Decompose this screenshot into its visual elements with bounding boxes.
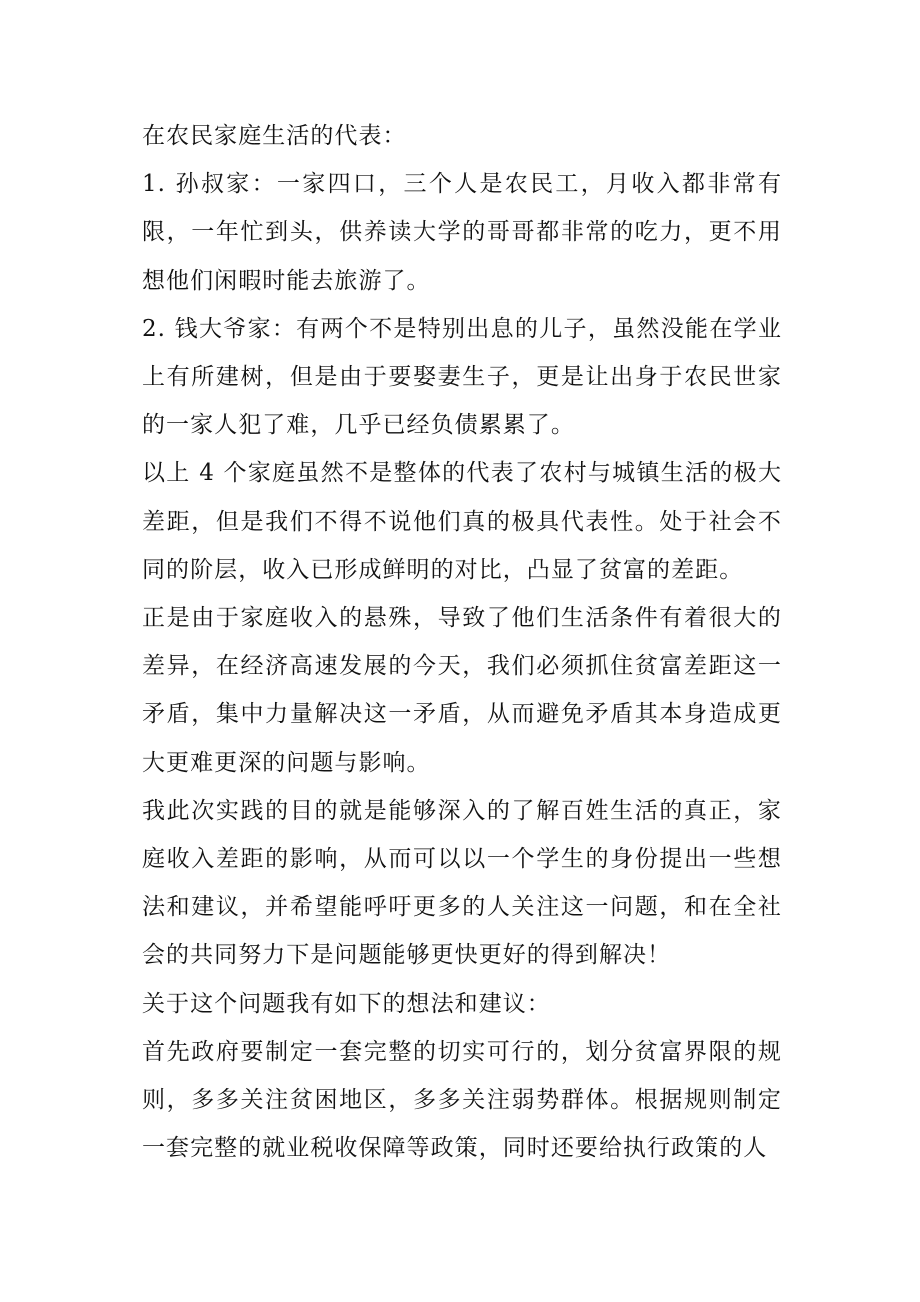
paragraph-sun-family: 1. 孙叔家：一家四口，三个人是农民工，月收入都非常有限，一年忙到头，供养读大学的哥哥都非常的吃力，更不用想他们闲暇时能去旅游了。 (142, 171, 782, 294)
paragraph-suggestions-intro: 关于这个问题我有如下的想法和建议： (142, 990, 551, 1017)
paragraph-four-families-summary: 以上 4 个家庭虽然不是整体的代表了农村与城镇生活的极大差距，但是我们不得不说他们真的极具代表性。处于社会不同的阶层，收入已形成鲜明的对比，凸显了贫富的差距。 (142, 460, 782, 583)
document-body (142, 112, 782, 1172)
paragraph-qian-family: 2. 钱大爷家：有两个不是特别出息的儿子，虽然没能在学业上有所建树，但是由于要娶妻生子，更是让出身于农民世家的一家人犯了难，几乎已经负债累累了。 (142, 315, 782, 439)
paragraph-government-rules: 首先政府要制定一套完整的切实可行的，划分贫富界限的规则，多多关注贫困地区，多多关注弱势群体。根据规则制定一套完整的就业税收保障等政策，同时还要给执行政策的人 (142, 1038, 782, 1162)
paragraph-practice-purpose: 我此次实践的目的就是能够深入的了解百姓生活的真正，家庭收入差距的影响，从而可以以一个学生的身份提出一些想法和建议，并希望能呼吁更多的人关注这一问题，和在全社会的共同努力下是问题能够更快更好的得到解决！ (142, 797, 782, 969)
paragraph-heading-farmer-families: 在农民家庭生活的代表： (142, 123, 407, 149)
paragraph-income-gap: 正是由于家庭收入的悬殊，导致了他们生活条件有着很大的差异，在经济高速发展的今天，我们必须抓住贫富差距这一矛盾，集中力量解决这一矛盾，从而避免矛盾其本身造成更大更难更深的问题与影响。 (142, 605, 782, 776)
